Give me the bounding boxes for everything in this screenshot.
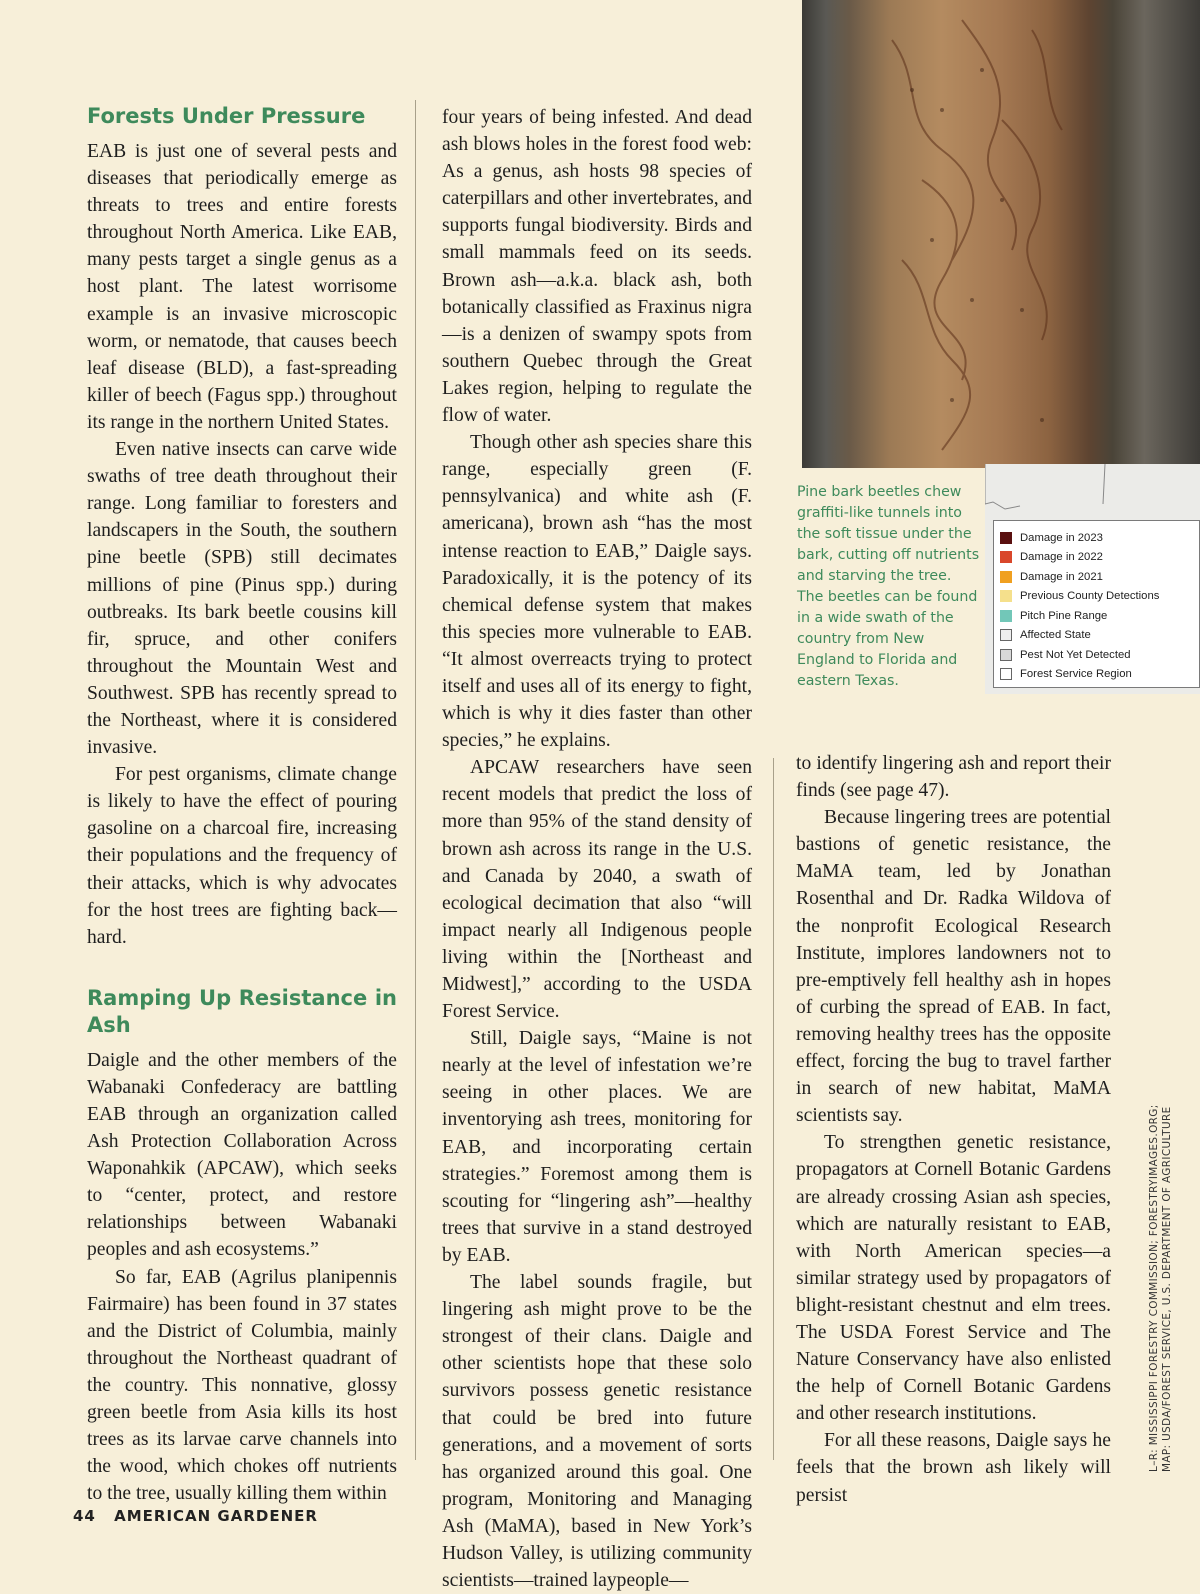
legend-label: Affected State: [1020, 629, 1091, 642]
legend-item: [1000, 587, 1199, 607]
legend-swatch: [1000, 610, 1012, 622]
paragraph: Even native insects can carve wide swaths of tree death throughout their range. Long familiar to foresters and landscapers in the South, the southern pine beetle (SPB) still decimates millions of pine (Pinus spp.) during outbreaks. Its bark beetle cousins kill fir, spruce, and other conifers throughout the Mountain West and Southwest. SPB has recently spread to the Northeast, where it is considered invasive.: [87, 439, 397, 759]
legend-swatch: [1000, 668, 1012, 680]
legend-swatch: [1000, 590, 1012, 602]
column-1: [87, 103, 397, 1507]
legend-label: Damage in 2022: [1020, 551, 1103, 564]
paragraph: To strengthen genetic resistance, propagators at Cornell Botanic Gardens are already crossing Asian ash species, which are naturally resistant to EAB, with North American species—a similar strategy used by propagators of blight-resistant chestnut and elm trees. The USDA Forest Service and The Nature Conservancy have also enlisted the help of Cornell Botanic Gardens and other research institutions.: [796, 1132, 1111, 1425]
legend-item: [1000, 665, 1199, 685]
photo-credit-line: L–R: MISSISSIPPI FORESTRY COMMISSION; FORESTRYIMAGES.ORG;: [1148, 1104, 1160, 1472]
legend-swatch: [1000, 571, 1012, 583]
magazine-name: AMERICAN GARDENER: [114, 1507, 318, 1525]
legend-label: Previous County Detections: [1020, 590, 1160, 603]
legend-item: [1000, 548, 1199, 568]
paragraph: So far, EAB (Agrilus planipennis Fairmaire) has been found in 37 states and the District of Columbia, mainly throughout the Northeast quadrant of the country. This nonnative, glossy green beetle from Asia kills its host trees as its larvae carve channels into the wood, which chokes off nutrients to the tree, usually killing them within: [87, 1266, 397, 1505]
paragraph: to identify lingering ash and report their finds (see page 47).: [796, 753, 1111, 802]
paragraph: four years of being infested. And dead ash blows holes in the forest food web: As a genus, ash hosts 98 species of caterpillars and other invertebrates, and supports fungal biodiversity. Birds and small mammals feed on its seeds. Brown ash—a.k.a. black ash, both botanically classified as Fraxinus nigra—is a denizen of swampy spots from southern Quebec through the Great Lakes region, helping to regulate the flow of water.: [442, 107, 752, 427]
paragraph: Because lingering trees are potential bastions of genetic resistance, the MaMA team, led by Jonathan Rosenthal and Dr. Radka Wildova of the nonprofit Ecological Research Institute, implores landowners not to pre-emptively fell healthy ash in hopes of curbing the spread of EAB. In fact, removing healthy trees has the opposite effect, forcing the bug to travel farther in search of new habitat, MaMA scientists say.: [796, 807, 1111, 1127]
paragraph: For pest organisms, climate change is likely to have the effect of pouring gasoline on a charcoal fire, increasing their populations and the frequency of their attacks, which is why advocates for the host trees are fighting back—hard.: [87, 764, 397, 948]
page-number: 44: [73, 1507, 96, 1525]
paragraph: Still, Daigle says, “Maine is not nearly at the level of infestation we’re seeing in other places. We are inventorying ash trees, monitoring for EAB, and incorporating certain strategies.” Foremost among them is scouting for “lingering ash”—healthy trees that survive in a stand destroyed by EAB.: [442, 1028, 752, 1266]
section-heading-ramping-up-resistance: Ramping Up Resistance in Ash: [87, 985, 397, 1037]
legend-label: Damage in 2023: [1020, 531, 1103, 544]
photo-credit-line: MAP: USDA/FOREST SERVICE, U.S. DEPARTMENT OF AGRICULTURE: [1161, 1106, 1173, 1472]
legend-item: [1000, 528, 1199, 548]
paragraph: The label sounds fragile, but lingering ash might prove to be the strongest of their clans. Daigle and other scientists hope that these solo survivors possess genetic resistance that could be bred into future generations, and a movement of sorts has organized around this goal. One program, Monitoring and Managing Ash (MaMA), based in New York’s Hudson Valley, is utilizing community scientists—trained laypeople—: [442, 1272, 752, 1592]
legend-item: [1000, 645, 1199, 665]
legend-swatch: [1000, 551, 1012, 563]
map-legend: [993, 520, 1200, 688]
tree-bark-photo: [802, 0, 1200, 468]
paragraph: Daigle and the other members of the Wabanaki Confederacy are battling EAB through an organization called Ash Protection Collaboration Across Waponahkik (APCAW), which seeks to “center, protect, and restore relationships between Wabanaki peoples and ash ecosystems.”: [87, 1049, 397, 1261]
photo-caption: Pine bark beetles chew graffiti-like tunnels into the soft tissue under the bark, cutting off nutrients and starving the tree. The beetles can be found in a wide swath of the country from New England to Florida and eastern Texas.: [797, 484, 980, 689]
legend-item: [1000, 606, 1199, 626]
column-divider: [415, 100, 416, 1460]
legend-label: Pest Not Yet Detected: [1020, 648, 1131, 661]
column-3: [796, 750, 1111, 1509]
paragraph: APCAW researchers have seen recent models that predict the loss of more than 95% of the stand density of brown ash across its range in the U.S. and Canada by 2040, a swath of ecological decimation that also “will impact nearly all Indigenous people living within the [Northeast and Midwest],” according to the USDA Forest Service.: [442, 757, 752, 1023]
paragraph: EAB is just one of several pests and diseases that periodically emerge as threats to trees and entire forests throughout North America. Like EAB, many pests target a single genus as a host plant. The latest worrisome example is an invasive microscopic worm, or nematode, that causes beech leaf disease (BLD), a fast-spreading killer of beech (Fagus spp.) throughout its range in the northern United States.: [87, 141, 397, 433]
paragraph: Though other ash species share this range, especially green (F. pennsylvanica) and white ash (F. americana), brown ash “has the most intense reaction to EAB,” Daigle says. Paradoxically, it is the potency of its chemical defense system that makes this species more vulnerable to EAB. “It almost overreacts trying to protect itself and uses all of its energy to fight, which is why it dies faster than other species,” he explains.: [442, 432, 752, 752]
page-footer: [73, 1507, 318, 1525]
legend-label: Damage in 2021: [1020, 570, 1103, 583]
legend-swatch: [1000, 532, 1012, 544]
paragraph: For all these reasons, Daigle says he feels that the brown ash likely will persist: [796, 1430, 1111, 1506]
legend-item: [1000, 626, 1199, 646]
section-heading-forests-under-pressure: Forests Under Pressure: [87, 104, 366, 128]
legend-swatch: [1000, 629, 1012, 641]
legend-label: Forest Service Region: [1020, 668, 1132, 681]
legend-item: [1000, 567, 1199, 587]
legend-swatch: [1000, 649, 1012, 661]
column-2: [442, 104, 752, 1594]
column-divider: [773, 758, 774, 1460]
photo-credit: [1148, 1104, 1174, 1472]
legend-label: Pitch Pine Range: [1020, 609, 1108, 622]
